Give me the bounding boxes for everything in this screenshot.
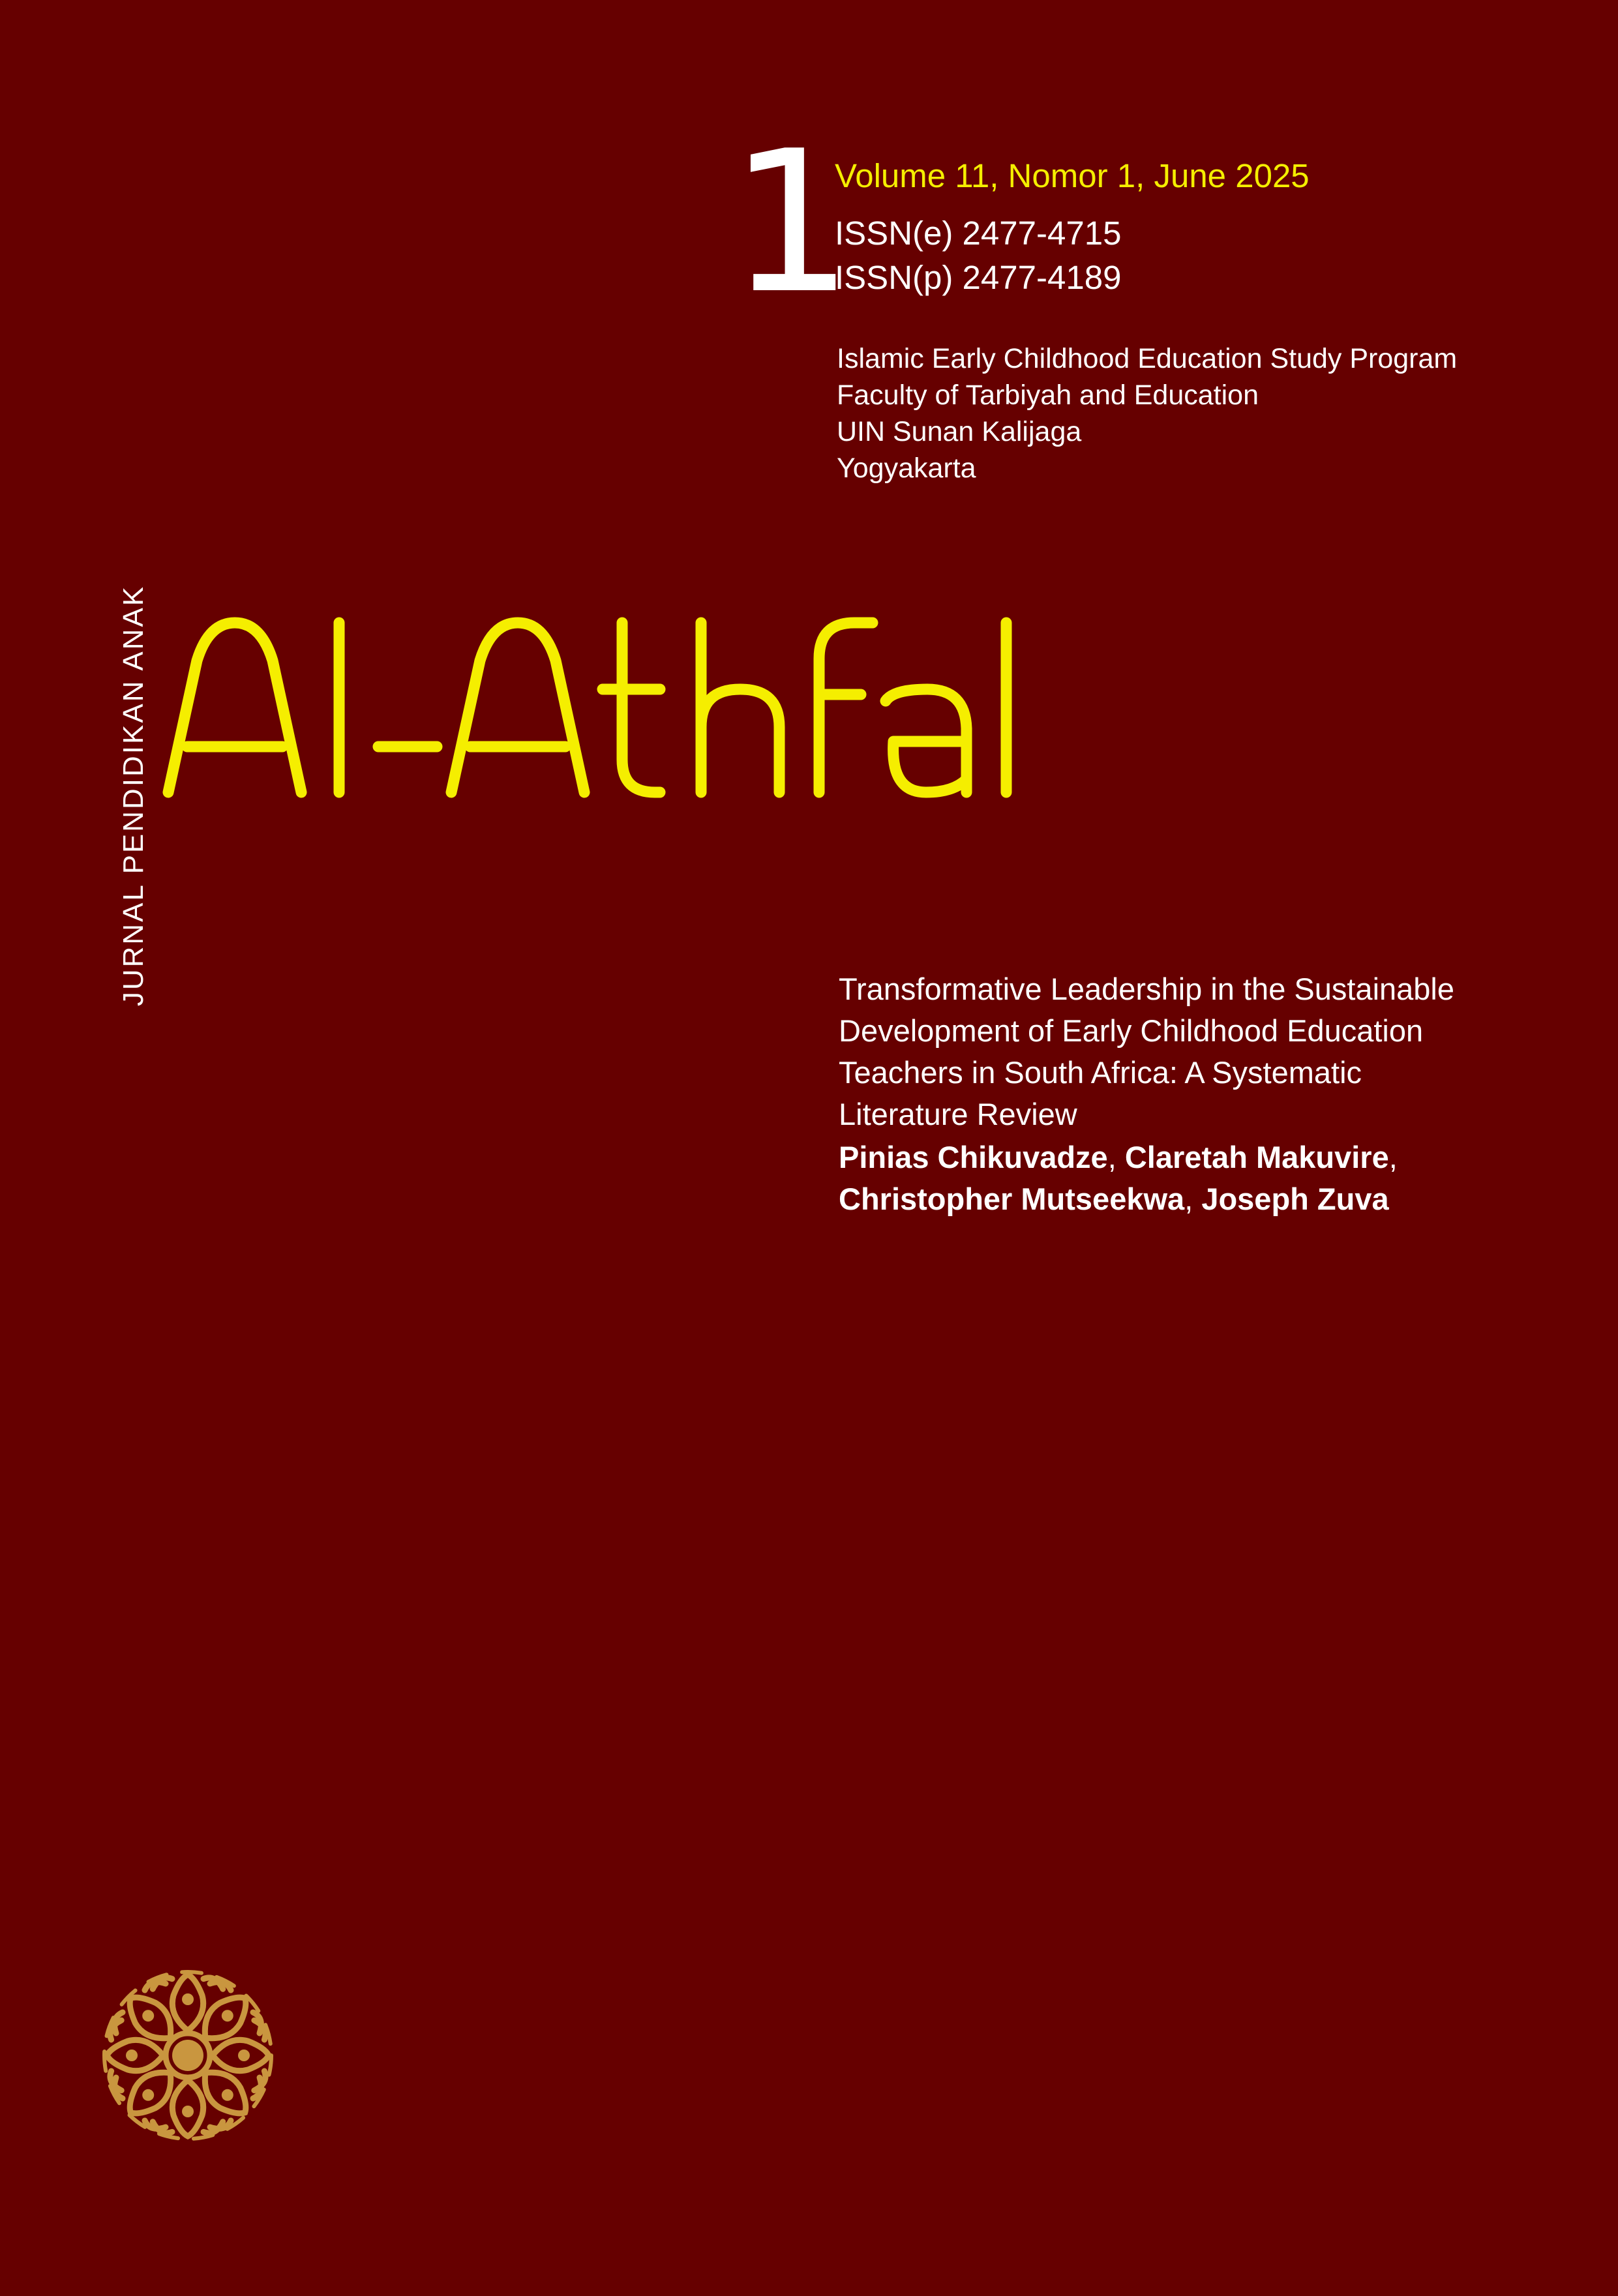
- author-separator: ,: [1107, 1140, 1116, 1174]
- publisher-line-city: Yogyakarta: [837, 453, 976, 484]
- article-title: [839, 968, 1517, 1135]
- article-title-line: Transformative Leadership in the Sustainable: [839, 972, 1455, 1006]
- journal-title-logotype: [157, 603, 1200, 818]
- article-title-line: Literature Review: [839, 1097, 1077, 1131]
- featured-article: [839, 968, 1517, 1220]
- issue-number: 1: [729, 109, 854, 336]
- volume-info: Volume 11, Nomor 1, June 2025: [835, 157, 1310, 194]
- mandala-emblem-icon: [97, 1964, 279, 2147]
- author-separator: ,: [1184, 1182, 1193, 1216]
- article-title-line: Development of Early Childhood Education: [839, 1013, 1424, 1048]
- author-name: Christopher Mutseekwa: [839, 1182, 1185, 1216]
- article-authors: [839, 1137, 1517, 1220]
- journal-title: [157, 603, 1200, 818]
- author-name: Joseph Zuva: [1201, 1182, 1389, 1216]
- publisher-line-program: Islamic Early Childhood Education Study Program: [837, 343, 1458, 374]
- publisher-line-faculty: Faculty of Tarbiyah and Education: [837, 380, 1259, 411]
- author-name: Claretah Makuvire: [1124, 1140, 1389, 1174]
- issn-print: ISSN(p) 2477-4189: [835, 259, 1122, 296]
- author-name: Pinias Chikuvadze: [839, 1140, 1108, 1174]
- article-title-line: Teachers in South Africa: A Systematic: [839, 1055, 1362, 1090]
- publisher-block: [837, 340, 1457, 486]
- publisher-line-university: UIN Sunan Kalijaga: [837, 416, 1082, 447]
- author-separator: ,: [1388, 1140, 1398, 1174]
- issn-electronic: ISSN(e) 2477-4715: [835, 215, 1122, 252]
- journal-subtitle-vertical: JURNAL PENDIDIKAN ANAK: [117, 584, 149, 1007]
